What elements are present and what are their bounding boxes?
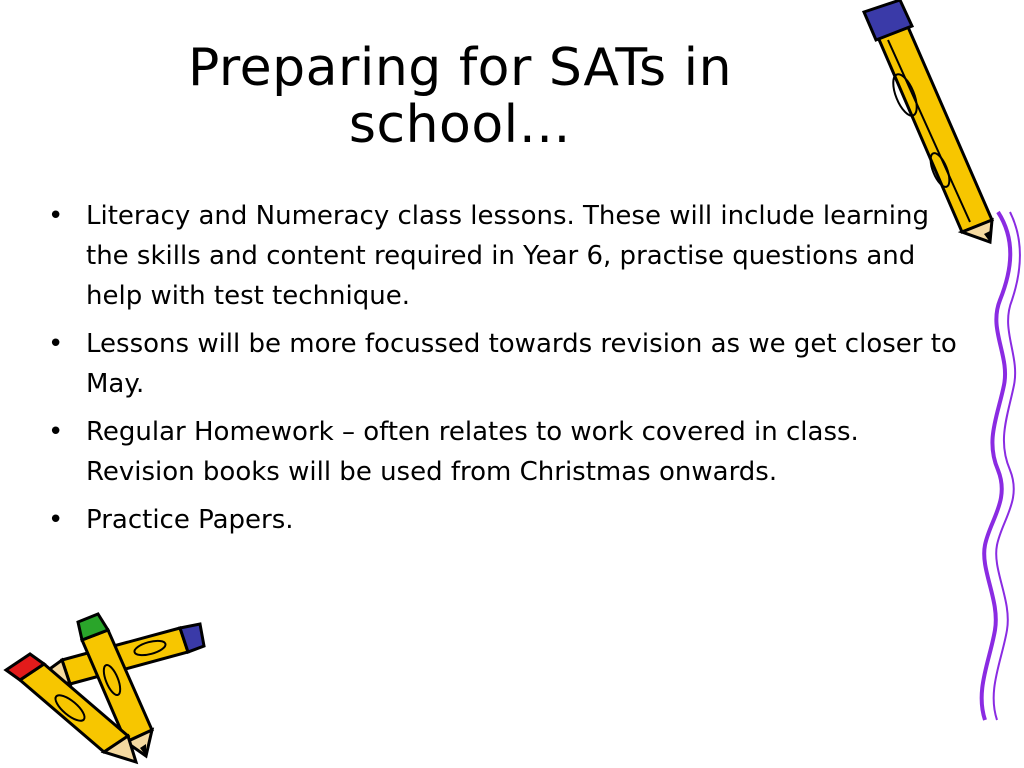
bullet-text: Lessons will be more focussed towards revision as we get closer to May. xyxy=(86,329,957,399)
bullet-text: Literacy and Numeracy class lessons. These will include learning the skills and content required in Year 6, practise questions and help with test technique. xyxy=(86,201,929,311)
bullet-dot-icon: • xyxy=(48,417,64,447)
bullet-text: Regular Homework – often relates to work covered in class. Revision books will be used from Christmas onwards. xyxy=(86,417,859,487)
ribbon-icon xyxy=(982,212,1020,720)
slide-title: Preparing for SATs in school… xyxy=(187,38,733,156)
bullet-dot-icon: • xyxy=(48,329,64,359)
bullet-dot-icon: • xyxy=(48,201,64,231)
pencil-icon xyxy=(864,0,992,242)
bullet-text: Practice Papers. xyxy=(86,505,294,535)
bullet-dot-icon: • xyxy=(48,505,64,535)
